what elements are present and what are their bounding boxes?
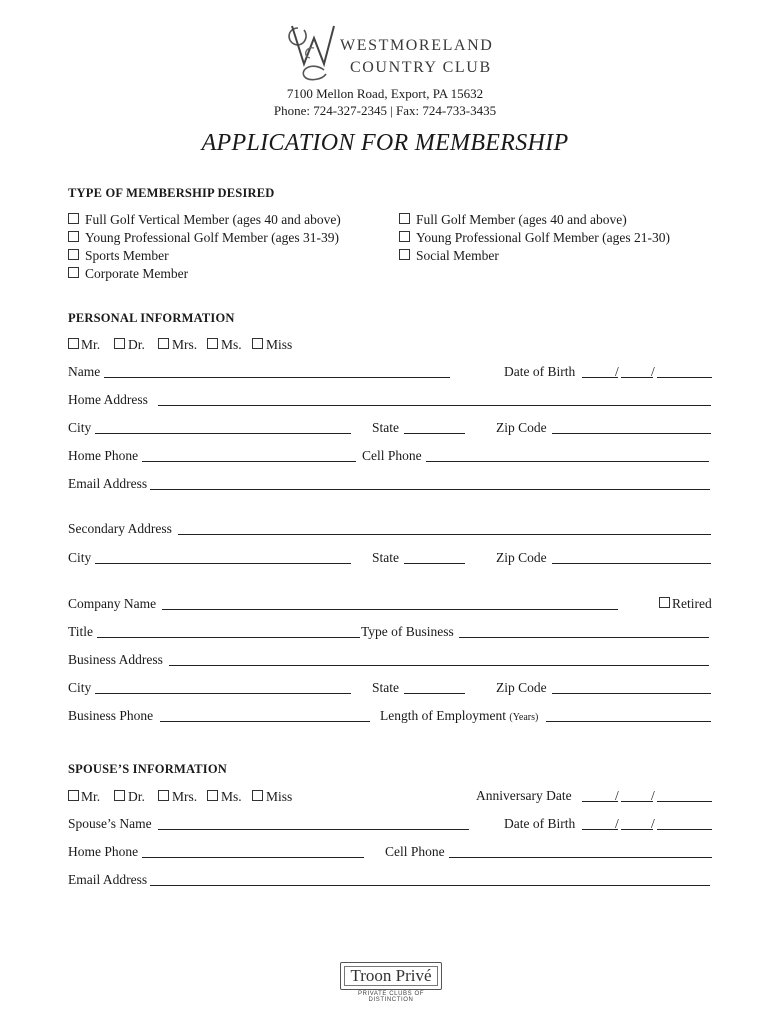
- home-phone-label: Home Phone: [68, 448, 139, 463]
- checkbox-icon[interactable]: [68, 267, 79, 278]
- title-option-dr[interactable]: Dr.: [114, 336, 145, 354]
- spouse-name-label: Spouse’s Name: [68, 816, 152, 831]
- cell-phone-label: Cell Phone: [362, 448, 422, 463]
- spouse-title-option-ms[interactable]: Ms.: [207, 788, 242, 806]
- membership-option[interactable]: Young Professional Golf Member (ages 31-39): [68, 229, 339, 247]
- date-separator: /: [651, 816, 655, 831]
- type-of-business-field[interactable]: [459, 637, 709, 638]
- checkbox-icon[interactable]: [68, 231, 79, 242]
- city-field[interactable]: [95, 693, 351, 694]
- state-field[interactable]: [404, 433, 465, 434]
- name-label: Name: [68, 364, 101, 379]
- business-phone-label: Business Phone: [68, 708, 154, 723]
- membership-option[interactable]: Corporate Member: [68, 265, 188, 283]
- email-field[interactable]: [150, 489, 710, 490]
- checkbox-icon[interactable]: [399, 231, 410, 242]
- membership-option[interactable]: Sports Member: [68, 247, 169, 265]
- membership-option[interactable]: Full Golf Member (ages 40 and above): [399, 211, 627, 229]
- spouse-email-label: Email Address: [68, 872, 148, 887]
- spouse-home-phone-label: Home Phone: [68, 844, 139, 859]
- length-of-employment-field[interactable]: [546, 721, 711, 722]
- spouse-email-field[interactable]: [150, 885, 710, 886]
- city-field[interactable]: [95, 433, 351, 434]
- home-phone-field[interactable]: [142, 461, 356, 462]
- zip-label: Zip Code: [496, 420, 547, 435]
- state-label: State: [372, 420, 399, 435]
- checkbox-icon[interactable]: [68, 213, 79, 224]
- date-separator: /: [651, 364, 655, 379]
- spouse-heading: SPOUSE’S INFORMATION: [68, 762, 227, 776]
- checkbox-icon[interactable]: [252, 338, 263, 349]
- dob-year-field[interactable]: [657, 377, 712, 378]
- name-field[interactable]: [104, 377, 450, 378]
- spouse-dob-day-field[interactable]: [621, 829, 653, 830]
- checkbox-icon[interactable]: [207, 790, 218, 801]
- checkbox-icon[interactable]: [68, 338, 79, 349]
- checkbox-icon[interactable]: [158, 790, 169, 801]
- dob-day-field[interactable]: [621, 377, 653, 378]
- checkbox-icon[interactable]: [252, 790, 263, 801]
- title-field[interactable]: [97, 637, 360, 638]
- city-label: City: [68, 420, 92, 435]
- club-name-line1: WESTMORELAND: [340, 37, 494, 54]
- checkbox-icon[interactable]: [158, 338, 169, 349]
- checkbox-icon[interactable]: [68, 790, 79, 801]
- troon-tagline: PRIVATE CLUBS OF DISTINCTION: [357, 991, 425, 1003]
- spouse-dob-month-field[interactable]: [582, 829, 618, 830]
- state-label: State: [372, 680, 399, 695]
- home-address-field[interactable]: [158, 405, 711, 406]
- secondary-address-field[interactable]: [178, 534, 711, 535]
- title-option-miss[interactable]: Miss: [252, 336, 292, 354]
- city-label: City: [68, 550, 92, 565]
- dob-month-field[interactable]: [582, 377, 618, 378]
- date-separator: /: [615, 816, 619, 831]
- checkbox-icon[interactable]: [68, 249, 79, 260]
- spouse-title-option-mr[interactable]: Mr.: [68, 788, 100, 806]
- title-option-ms[interactable]: Ms.: [207, 336, 242, 354]
- title-option-mr[interactable]: Mr.: [68, 336, 100, 354]
- title-label: Title: [68, 624, 94, 639]
- title-option-mrs[interactable]: Mrs.: [158, 336, 197, 354]
- business-address-field[interactable]: [169, 665, 709, 666]
- dob-label: Date of Birth: [504, 364, 576, 379]
- company-name-label: Company Name: [68, 596, 157, 611]
- checkbox-icon[interactable]: [399, 213, 410, 224]
- spouse-dob-label: Date of Birth: [504, 816, 576, 831]
- date-separator: /: [615, 788, 619, 803]
- zip-label: Zip Code: [496, 680, 547, 695]
- retired-option[interactable]: Retired: [659, 595, 712, 613]
- type-of-business-label: Type of Business: [361, 624, 454, 639]
- spouse-title-option-miss[interactable]: Miss: [252, 788, 292, 806]
- checkbox-icon[interactable]: [114, 790, 125, 801]
- spouse-name-field[interactable]: [158, 829, 469, 830]
- home-address-label: Home Address: [68, 392, 148, 407]
- company-name-field[interactable]: [162, 609, 618, 610]
- spouse-title-option-dr[interactable]: Dr.: [114, 788, 145, 806]
- email-label: Email Address: [68, 476, 148, 491]
- secondary-address-label: Secondary Address: [68, 521, 172, 536]
- page-title: APPLICATION FOR MEMBERSHIP: [201, 130, 569, 156]
- zip-field[interactable]: [552, 563, 711, 564]
- checkbox-icon[interactable]: [659, 597, 670, 608]
- business-address-label: Business Address: [68, 652, 163, 667]
- zip-label: Zip Code: [496, 550, 547, 565]
- zip-field[interactable]: [552, 693, 711, 694]
- state-field[interactable]: [404, 563, 465, 564]
- anniversary-day-field[interactable]: [621, 801, 653, 802]
- spouse-title-option-mrs[interactable]: Mrs.: [158, 788, 197, 806]
- spouse-home-phone-field[interactable]: [142, 857, 364, 858]
- troon-brand: Troon Privé: [350, 966, 432, 985]
- zip-field[interactable]: [552, 433, 711, 434]
- club-phone-fax: Phone: 724-327-2345 | Fax: 724-733-3435: [273, 103, 497, 118]
- state-label: State: [372, 550, 399, 565]
- spouse-cell-phone-label: Cell Phone: [385, 844, 445, 859]
- state-field[interactable]: [404, 693, 465, 694]
- anniversary-label: Anniversary Date: [476, 788, 572, 803]
- club-address: 7100 Mellon Road, Export, PA 15632: [286, 86, 484, 101]
- date-separator: /: [651, 788, 655, 803]
- checkbox-icon[interactable]: [207, 338, 218, 349]
- date-separator: /: [615, 364, 619, 379]
- personal-heading: PERSONAL INFORMATION: [68, 311, 235, 325]
- checkbox-icon[interactable]: [399, 249, 410, 260]
- membership-option[interactable]: Social Member: [399, 247, 499, 265]
- membership-option[interactable]: Young Professional Golf Member (ages 21-30): [399, 229, 670, 247]
- membership-heading: TYPE OF MEMBERSHIP DESIRED: [68, 186, 275, 200]
- checkbox-icon[interactable]: [114, 338, 125, 349]
- troon-prive-logo: [340, 962, 442, 990]
- wcc-monogram-icon: [284, 18, 340, 82]
- cell-phone-field[interactable]: [426, 461, 709, 462]
- anniversary-year-field[interactable]: [657, 801, 712, 802]
- city-field[interactable]: [95, 563, 351, 564]
- spouse-cell-phone-field[interactable]: [449, 857, 712, 858]
- city-label: City: [68, 680, 92, 695]
- length-of-employment-label: Length of Employment (Years): [380, 708, 539, 723]
- business-phone-field[interactable]: [160, 721, 370, 722]
- membership-option[interactable]: Full Golf Vertical Member (ages 40 and above): [68, 211, 341, 229]
- anniversary-month-field[interactable]: [582, 801, 618, 802]
- club-name-line2: COUNTRY CLUB: [350, 59, 492, 76]
- spouse-dob-year-field[interactable]: [657, 829, 712, 830]
